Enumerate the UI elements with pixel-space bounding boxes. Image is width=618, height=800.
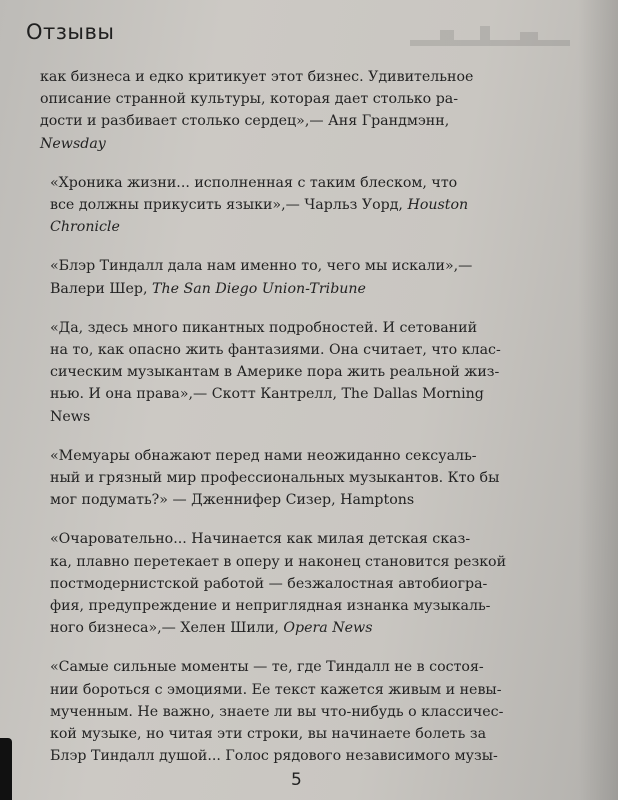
review-6-line-2: ка, плавно перетекает в оперу и наконец становится резкой [50, 553, 507, 570]
review-5 [40, 445, 580, 512]
review-1-line-2: описание странной культуры, которая дает столько ра- [40, 91, 459, 108]
review-2-line-2: все должны прикусить языки»,— Чарльз Уорд, [50, 197, 403, 214]
review-1 [40, 66, 580, 155]
review-7-line-3: мученным. Не важно, знаете ли вы что-нибудь о классичес- [50, 703, 504, 720]
review-3-line-1: «Блэр Тиндалл дала нам именно то, чего мы искали»,— [50, 258, 473, 275]
review-6-line-5-wrap [40, 617, 580, 639]
section-title: Отзывы [26, 20, 115, 44]
review-2 [40, 172, 580, 239]
review-7-line-2: нии бороться с эмоциями. Ее текст кажется живым и невы- [50, 681, 502, 698]
review-4-line-2: на то, как опасно жить фантазиями. Она считает, что клас- [50, 342, 501, 359]
review-2-publication-part1: Houston [407, 197, 469, 214]
review-1-line-1: как бизнеса и едко критикует этот бизнес. Удивительное [40, 69, 474, 85]
review-3 [40, 255, 580, 299]
review-1-line-3: дости и разбивает столько сердец»,— Аня Грандмэнн, [40, 113, 450, 130]
review-7-line-4: кой музыке, но читая эти строки, вы начинаете болеть за [50, 726, 487, 743]
review-5-line-3: мог подумать?» — Дженнифер Сизер, Hamptons [50, 492, 415, 509]
review-6-line-5: ного бизнеса»,— Хелен Шили, [50, 620, 279, 637]
review-4-line-1: «Да, здесь много пикантных подробностей. И сетований [50, 319, 478, 336]
review-7-line-5: Блэр Тиндалл душой... Голос рядового независимого музы- [50, 748, 498, 765]
review-7 [40, 656, 580, 767]
review-7-line-1: «Самые сильные моменты — те, где Тиндалл не в состоя- [50, 659, 484, 676]
review-6-line-4: фия, предупреждение и неприглядная изнанка музыкаль- [50, 598, 491, 615]
review-4-line-5: News [50, 408, 91, 425]
reviews-body [40, 66, 580, 784]
page-number: 5 [291, 770, 302, 790]
spine-shadow [578, 0, 618, 800]
review-1-publication: Newsday [40, 135, 106, 152]
page-edge-tab [0, 738, 12, 800]
review-2-publication-part2: Chronicle [50, 219, 120, 236]
review-4-line-4: нью. И она права»,— Скотт Кантрелл, The Dallas Morning [50, 386, 484, 403]
review-4 [40, 317, 580, 428]
header-ornament-decoration [400, 22, 580, 52]
review-3-line-2-wrap [40, 278, 580, 300]
review-6 [40, 528, 580, 639]
review-2-line-1: «Хроника жизни... исполненная с таким блеском, что [50, 174, 458, 191]
review-3-publication: The San Diego Union-Tribune [152, 280, 366, 297]
review-6-publication: Opera News [283, 620, 373, 637]
review-2-line-2-wrap [40, 194, 580, 216]
review-3-line-2: Валери Шер, [50, 280, 148, 297]
review-5-line-1: «Мемуары обнажают перед нами неожиданно сексуаль- [50, 447, 477, 464]
review-4-line-3: сическим музыкантам в Америке пора жить реальной жиз- [50, 364, 500, 381]
review-6-line-3: постмодернистской работой — безжалостная автобиогра- [50, 575, 488, 592]
review-5-line-2: ный и грязный мир профессиональных музыкантов. Кто бы [50, 470, 500, 487]
review-6-line-1: «Очаровательно... Начинается как милая детская сказ- [50, 531, 471, 548]
